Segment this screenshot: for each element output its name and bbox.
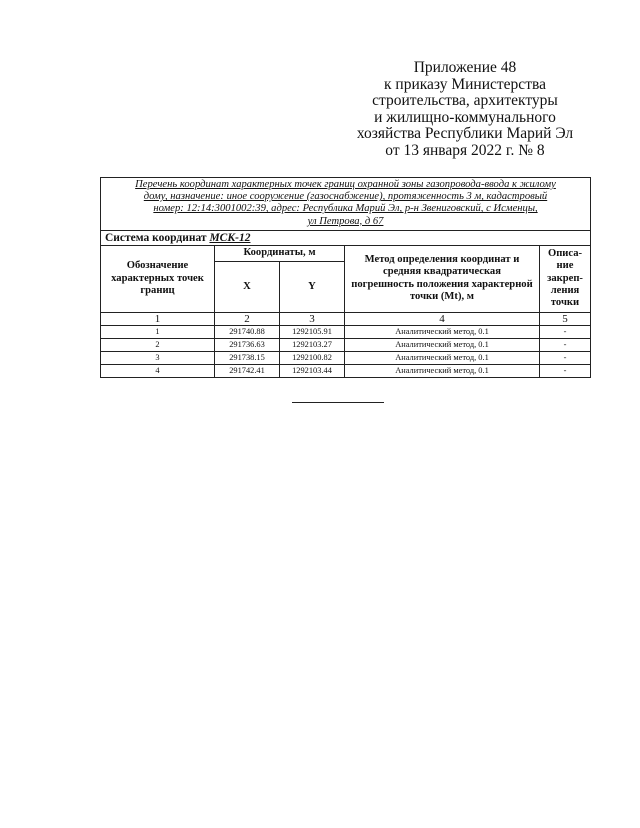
cell-point: 1 [101,325,215,338]
cell-method: Аналитический метод, 0.1 [345,338,540,351]
column-number: 3 [280,312,345,325]
header-description: Описа-ние закреп-ления точки [540,245,591,312]
cell-point: 3 [101,351,215,364]
appendix-line: хозяйства Республики Марий Эл [356,125,574,143]
cell-method: Аналитический метод, 0.1 [345,325,540,338]
cell-method: Аналитический метод, 0.1 [345,351,540,364]
table-row [101,325,591,338]
closing-rule [292,402,384,403]
caption-line: ул Петрова, д 67 [307,215,384,227]
header-y: Y [280,262,345,313]
column-number: 4 [345,312,540,325]
table-row [101,338,591,351]
table-caption [101,178,591,231]
cell-x: 291740.88 [215,325,280,338]
column-number-row [101,312,591,325]
appendix-line: Приложение 48 [413,59,517,76]
column-number: 1 [101,312,215,325]
cell-description: - [540,364,591,377]
coordinate-system-label: Система координат [105,231,207,244]
caption-line: дому, назначение: иное сооружение (газоснабжение), протяженность 3 м, кадастровый [143,191,548,203]
table-row [101,351,591,364]
cell-description: - [540,351,591,364]
cell-y: 1292100.82 [280,351,345,364]
cell-point: 2 [101,338,215,351]
table-row [101,364,591,377]
cell-method: Аналитический метод, 0.1 [345,364,540,377]
column-number: 5 [540,312,591,325]
appendix-line: от 13 января 2022 г. № 8 [385,141,545,159]
cell-description: - [540,338,591,351]
appendix-header [330,60,600,160]
appendix-line: строительства, архитектуры [372,92,558,110]
cell-y: 1292103.27 [280,338,345,351]
caption-line: номер: 12:14:3001002:39, адрес: Республика Марий Эл, р-н Звениговский, с Исменцы, [153,203,538,215]
cell-y: 1292105.91 [280,325,345,338]
caption-line: Перечень координат характерных точек границ охранной зоны газопровода-ввода к жилому [135,179,556,190]
column-number: 2 [215,312,280,325]
cell-x: 291742.41 [215,364,280,377]
cell-x: 291738.15 [215,351,280,364]
coordinates-table [100,177,591,378]
cell-x: 291736.63 [215,338,280,351]
cell-y: 1292103.44 [280,364,345,377]
coordinate-system-row [101,230,591,245]
cell-description: - [540,325,591,338]
header-point-designation: Обозначение характерных точек границ [101,245,215,312]
header-coordinates: Координаты, м [215,245,345,261]
cell-point: 4 [101,364,215,377]
appendix-line: и жилищно-коммунального [374,108,556,126]
appendix-line: к приказу Министерства [384,75,546,93]
header-x: X [215,262,280,313]
coordinate-system-name: МСК-12 [209,231,251,244]
header-method: Метод определения координат и средняя квадратическая погрешность положения характерной точки (Mt), м [345,245,540,312]
